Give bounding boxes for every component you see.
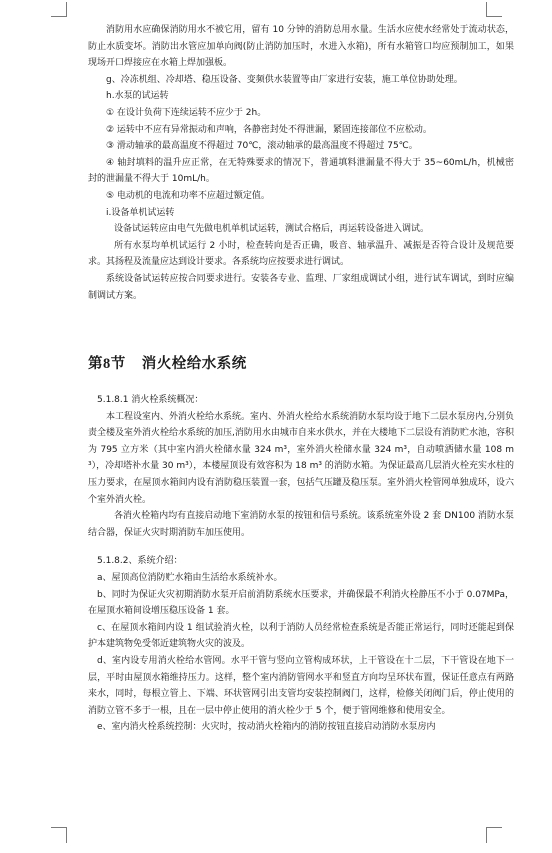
paragraph: 所有水泵均单机试运行 2 小时，检查转向是否正确，吸音、轴承温升、减振是否符合设计及规范要求。其扬程及流量应达到设计要求。各系统均应按要求进行调试。 — [88, 240, 514, 268]
crop-mark-top-left-v — [66, 2, 67, 17]
pump-test-run-section — [88, 22, 514, 304]
section-heading — [88, 354, 514, 374]
crop-mark-bottom-right-h — [486, 827, 502, 828]
paragraph: 本工程设室内、外消火栓给水系统。室内、外消火栓给水系统消防水泵均设于地下二层水泵房内,分别负责全楼及室外消火栓给水系统的加压,消防用水由城市自来水供水，并在大楼地下二层设有消防贮水池，容积为 795 立方米（其中室内消火栓储水量 324 m³，室外消火栓储水量 324 m³，自动喷洒储水量 108 m³），冷却塔补水量 30 m³），本楼屋顶设有效容积为 18 m³ 的消防水箱。为保证最高几层消火栓充实水柱的压力要求，在屋顶水箱间内设有消防稳压装置一套，包括气压罐及稳压泵。室外消火栓管网单独成环，设六个室外消火栓。 — [88, 411, 514, 505]
heading-spacer — [88, 374, 514, 392]
document-body — [88, 22, 514, 736]
paragraph: h.水泵的试运转 — [106, 91, 169, 102]
paragraph: ⑤ 电动机的电流和功率不应超过额定值。 — [106, 190, 270, 201]
paragraph: c、在屋顶水箱间内设 1 组试验消火栓，以利于消防人员经常检查系统是否能正常运行，同时还能起到保护本建筑物免受邻近建筑物火灾的波及。 — [88, 622, 514, 650]
paragraph: ④ 轴封填料的温升应正常，在无特殊要求的情况下，普通填料泄漏量不得大于 35~60mL/h，机械密封的泄漏量不得大于 10mL/h。 — [88, 157, 514, 185]
crop-mark-bottom-left-v — [66, 827, 67, 843]
paragraph: 设备试运转应由电气先做电机单机试运转，测试合格后，再运转设备进入调试。 — [114, 224, 430, 235]
paragraph: b、同时为保证火灾初期消防水泵开启前消防系统水压要求，并确保最不利消火栓静压不小于 0.07MPa，在屋顶水箱间设增压稳压设备 1 套。 — [88, 589, 514, 617]
paragraph: 5.1.8.2、系统介绍： — [97, 556, 183, 567]
paragraph: 消防用水应确保消防用水不被它用，留有 10 分钟的消防总用水量。生活水应使水经常处于流动状态，防止水质变坏。消防出水管应加单向阀(防止消防加压时，水进入水箱)，所有水箱管口均应预制加工，如果现场开口焊接应在水箱上焊加强板。 — [88, 25, 514, 69]
crop-mark-top-right-v — [486, 2, 487, 17]
paragraph: a、屋顶高位消防贮水箱由生活给水系统补水。 — [97, 573, 283, 584]
crop-mark-top-left-h — [51, 16, 67, 17]
crop-mark-bottom-left-h — [51, 827, 67, 828]
hydrant-overview-section — [88, 392, 514, 541]
section-title: 消火栓给水系统 — [141, 355, 247, 373]
paragraph: g、冷冻机组、冷却塔、稳压设备、变频供水装置等由厂家进行安装，施工单位协助处理。 — [106, 74, 463, 85]
paragraph: ③ 滑动轴承的最高温度不得超过 70℃，滚动轴承的最高温度不得超过 75℃。 — [106, 141, 418, 152]
paragraph: i.设备单机试运转 — [106, 207, 175, 218]
paragraph: ② 运转中不应有异常振动和声响，各静密封处不得泄漏，紧固连接部位不应松动。 — [106, 124, 432, 135]
section-spacer — [88, 304, 514, 354]
paragraph: 系统设备试运转应按合同要求进行。安装各专业、监理、厂家组成调试小组，进行试车调试，到时应编制调试方案。 — [88, 273, 514, 301]
paragraph: 5.1.8.1 消火栓系统概况： — [97, 395, 204, 406]
crop-mark-bottom-right-v — [486, 827, 487, 843]
paragraph: e、室内消火栓系统控制：火灾时，按动消火栓箱内的消防按钮直接启动消防水泵房内 — [97, 722, 436, 733]
paragraph: ① 在设计负荷下连续运转不应少于 2h。 — [106, 107, 267, 118]
section-number: 第8节 — [88, 356, 126, 373]
paragraph: d、室内设专用消火栓给水管网。水平干管与竖向立管构成环状，上干管设在十二层，下干管设在地下一层，平时由屋顶水箱维持压力。这样，整个室内消防管网水平和竖直方向均呈环状布置，保证任意点有两路来水，同时，每根立管上、下端、环状管网引出支管均安装控制阀门，这样，检修关闭阀门后，停止使用的消防立管不多于一根，且在一层中停止使用的消火栓少于 5 个，便于管网维修和使用安全。 — [88, 656, 514, 716]
system-introduction-section — [88, 553, 514, 736]
paragraph: 各消火栓箱内均有直接启动地下室消防水泵的按钮和信号系统。该系统室外设 2 套 DN100 消防水泵结合器，保证火灾时期消防车加压使用。 — [88, 511, 514, 538]
paragraph-spacer — [88, 541, 514, 553]
crop-mark-top-right-h — [486, 16, 502, 17]
